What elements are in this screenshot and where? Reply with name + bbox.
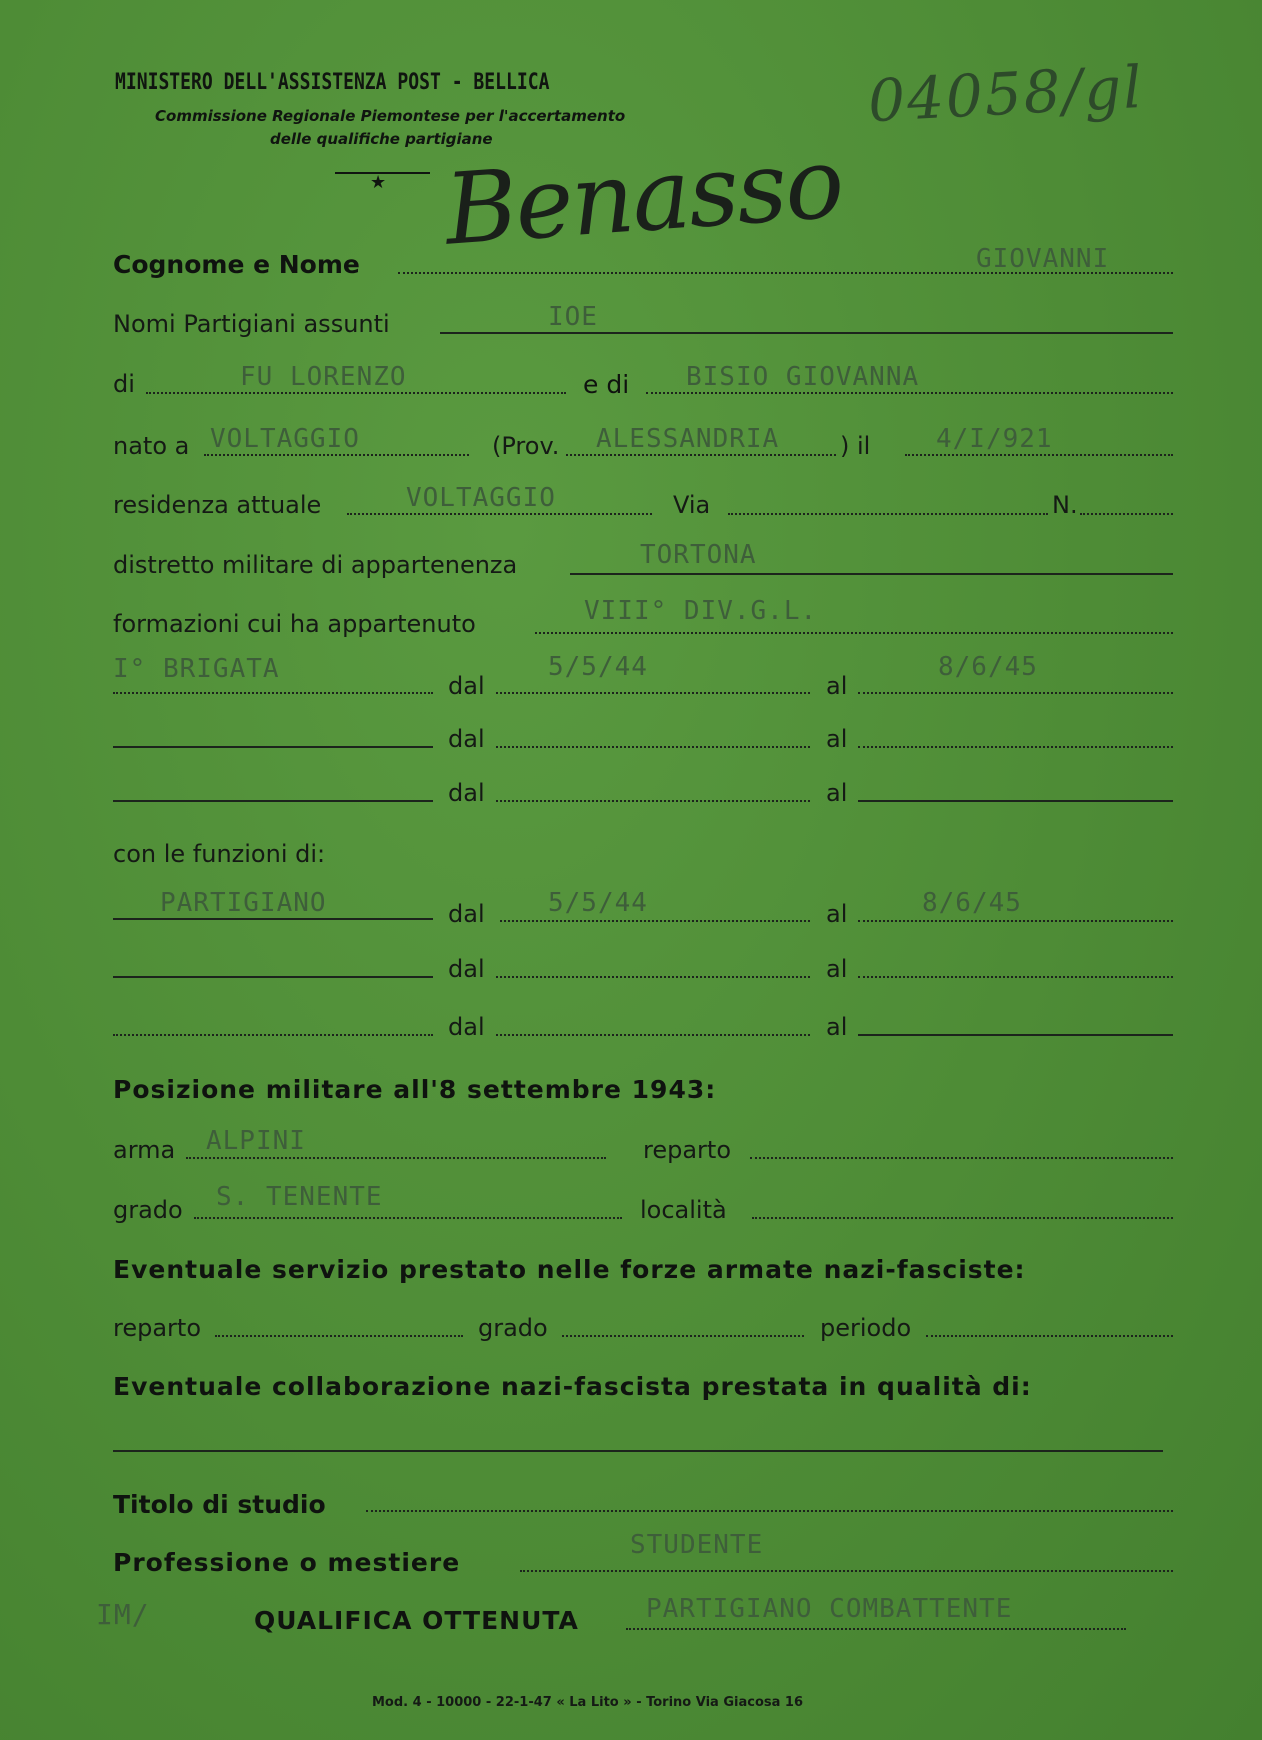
function-row-2-dal-label: dal: [448, 955, 485, 983]
formation-row-1-from: 5/5/44: [548, 652, 648, 682]
n-label: N.: [1052, 491, 1078, 519]
function-row-1-to-dotline: [858, 920, 1173, 922]
profession-value: STUDENTE: [630, 1530, 764, 1560]
grado-label: grado: [113, 1196, 183, 1224]
formation-row-2-dal-label: dal: [448, 725, 485, 753]
formation-row-1-to: 8/6/45: [938, 652, 1038, 682]
function-row-1-from-dotline: [500, 920, 810, 922]
reparto-label: reparto: [643, 1136, 732, 1164]
formation-row-1-dotline: [113, 692, 433, 694]
via-dotline: [728, 513, 1048, 515]
collaboration-heading: Eventuale collaborazione nazi-fascista prestata in qualità di:: [113, 1372, 1032, 1401]
residence-dotline: [347, 513, 652, 515]
partisan-names-value: IOE: [548, 302, 598, 332]
arma-label: arma: [113, 1136, 176, 1164]
formation-row-2-al-label: al: [826, 725, 848, 753]
profession-label: Professione o mestiere: [113, 1548, 461, 1577]
ministry-title: MINISTERO DELL'ASSISTENZA POST - BELLICA: [115, 70, 550, 95]
formation-row-2-to-dotline: [858, 746, 1173, 748]
prov-dotline: [566, 454, 836, 456]
arma-value: ALPINI: [206, 1126, 306, 1156]
function-row-1-name: PARTIGIANO: [160, 888, 327, 918]
qualification-dotline: [626, 1628, 1126, 1630]
district-line: [570, 573, 1173, 575]
formation-row-1-to-dotline: [858, 692, 1173, 694]
commission-line-2: delle qualifiche partigiane: [270, 130, 493, 148]
prov-label: (Prov.: [492, 432, 560, 460]
nazi-grado-label: grado: [478, 1314, 548, 1342]
name-label: Cognome e Nome: [113, 250, 360, 279]
function-row-2-to-dotline: [858, 976, 1173, 978]
reparto-dotline: [750, 1157, 1173, 1159]
district-label: distretto militare di appartenenza: [113, 551, 518, 579]
mother-value: BISIO GIOVANNA: [686, 362, 920, 392]
localita-label: località: [640, 1196, 727, 1224]
qualification-value: PARTIGIANO COMBATTENTE: [646, 1594, 1013, 1624]
nazi-periodo-dotline: [926, 1335, 1173, 1337]
formation-value: VIII° DIV.G.L.: [584, 596, 818, 626]
born-place: VOLTAGGIO: [210, 424, 360, 454]
formation-row-3-from-dotline: [496, 800, 810, 802]
nazi-periodo-label: periodo: [820, 1314, 912, 1342]
qualification-prefix: IM/: [96, 1598, 150, 1631]
function-row-1-dal-label: dal: [448, 900, 485, 928]
functions-label: con le funzioni di:: [113, 840, 326, 868]
prov-value: ALESSANDRIA: [596, 424, 780, 454]
mother-label: e di: [583, 370, 630, 399]
born-dotline: [204, 454, 469, 456]
function-row-1-from: 5/5/44: [548, 888, 648, 918]
military-heading: Posizione militare all'8 settembre 1943:: [113, 1075, 717, 1104]
formations-label: formazioni cui ha appartenuto: [113, 610, 476, 638]
father-label: di: [113, 370, 135, 398]
first-name: GIOVANNI: [976, 244, 1110, 274]
nazi-reparto-dotline: [215, 1335, 463, 1337]
function-row-3-to-line: [858, 1034, 1173, 1036]
formation-row-3-al-label: al: [826, 779, 848, 807]
formation-row-1-name: I° BRIGATA: [113, 654, 280, 684]
nazi-grado-dotline: [562, 1335, 804, 1337]
function-row-1-line: [113, 918, 433, 920]
residence-value: VOLTAGGIO: [406, 483, 556, 513]
formation-row-3-dal-label: dal: [448, 779, 485, 807]
surname-handwritten: Benasso: [441, 126, 846, 268]
residence-label: residenza attuale: [113, 491, 322, 519]
function-row-2-line: [113, 976, 433, 978]
profession-dotline: [520, 1570, 1173, 1572]
formation-row-1-al-label: al: [826, 672, 848, 700]
function-row-1-al-label: al: [826, 900, 848, 928]
collaboration-line: [113, 1450, 1163, 1452]
date-label: ) il: [840, 432, 871, 460]
partisan-names-line: [440, 332, 1173, 334]
via-label: Via: [673, 491, 711, 519]
father-value: FU LORENZO: [240, 362, 407, 392]
commission-line-1: Commissione Regionale Piemontese per l'accertamento: [155, 107, 626, 125]
function-row-1-to: 8/6/45: [922, 888, 1022, 918]
mother-dotline: [646, 392, 1173, 394]
formation-row-3-to-line: [858, 800, 1173, 802]
function-row-3-al-label: al: [826, 1013, 848, 1041]
nazi-service-heading: Eventuale servizio prestato nelle forze armate nazi-fasciste:: [113, 1255, 1026, 1284]
protocol-number: 04058/gl: [866, 52, 1146, 136]
grado-value: S. TENENTE: [216, 1182, 383, 1212]
education-dotline: [366, 1510, 1173, 1512]
formation-row-2-line: [113, 746, 433, 748]
function-row-3-dal-label: dal: [448, 1013, 485, 1041]
localita-dotline: [752, 1217, 1173, 1219]
father-dotline: [146, 392, 566, 394]
n-dotline: [1080, 513, 1173, 515]
formation-row-2-from-dotline: [496, 746, 810, 748]
birth-date: 4/I/921: [936, 424, 1053, 454]
district-value: TORTONA: [640, 540, 757, 570]
partisan-names-label: Nomi Partigiani assunti: [113, 310, 390, 338]
star-icon: ★: [370, 172, 387, 193]
education-label: Titolo di studio: [113, 1490, 326, 1519]
footer-print-info: Mod. 4 - 10000 - 22-1-47 « La Lito » - Torino Via Giacosa 16: [372, 1695, 804, 1710]
function-row-3-dotline: [113, 1034, 433, 1036]
function-row-2-al-label: al: [826, 955, 848, 983]
function-row-2-from-dotline: [496, 976, 810, 978]
arma-dotline: [186, 1157, 606, 1159]
date-dotline: [905, 454, 1173, 456]
qualification-label: QUALIFICA OTTENUTA: [254, 1606, 579, 1635]
formation-row-1-from-dotline: [496, 692, 810, 694]
formations-dotline: [535, 632, 1173, 634]
born-label: nato a: [113, 432, 190, 460]
formation-row-1-dal-label: dal: [448, 672, 485, 700]
grado-dotline: [194, 1217, 622, 1219]
function-row-3-from-dotline: [496, 1034, 810, 1036]
nazi-reparto-label: reparto: [113, 1314, 202, 1342]
formation-row-3-line: [113, 800, 433, 802]
